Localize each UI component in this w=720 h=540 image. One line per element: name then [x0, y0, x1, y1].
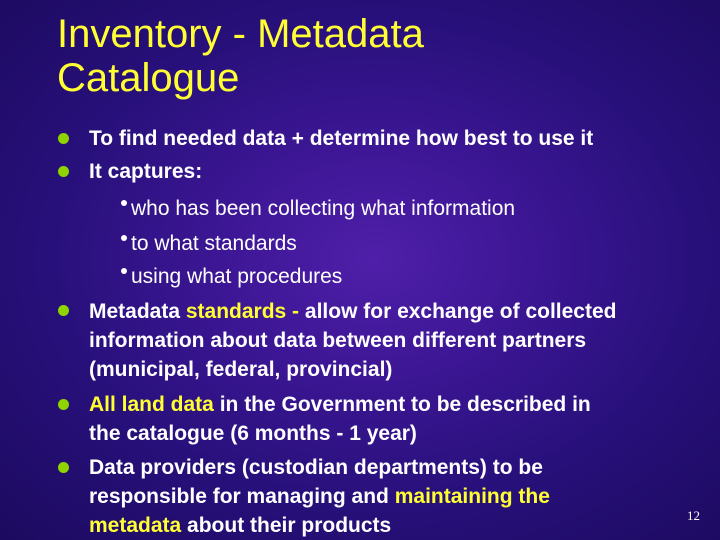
- bullet-text-3-part: Metadata: [89, 300, 186, 323]
- sub-bullet-text-3: using what procedures: [131, 265, 343, 288]
- bullet-text-5-line-3: [89, 511, 391, 540]
- bullet-text-5-line-1: Data providers (custodian departments) to be: [89, 456, 543, 479]
- sub-bullet-text-1: who has been collecting what information: [131, 197, 516, 220]
- bullet-text-4-part: in the Government to be described in: [213, 393, 591, 416]
- bullet-text-4-line-2: the catalogue (6 months - 1 year): [89, 422, 417, 445]
- bullet-text-5-part: about their products: [181, 514, 392, 537]
- page-number: 12: [687, 508, 700, 523]
- bullet-text-5-line-2: [89, 482, 550, 511]
- bullet-dot-icon: [58, 166, 69, 177]
- bullet-text-3-part: allow for exchange of collected: [299, 300, 617, 323]
- bullet-text-1: To find needed data + determine how best to use it: [89, 127, 594, 150]
- slide-title-line-1: Inventory - Metadata: [57, 12, 424, 56]
- bullet-text-2: It captures:: [89, 160, 203, 183]
- slide-title-line-2: Catalogue: [57, 56, 240, 100]
- sub-bullet-dot-icon: [121, 200, 127, 206]
- highlight-text: All land data: [89, 393, 214, 416]
- sub-bullet-text-2: to what standards: [131, 232, 297, 255]
- bullet-dot-icon: [58, 462, 69, 473]
- bullet-dot-icon: [58, 399, 69, 410]
- sub-bullet-dot-icon: [121, 268, 127, 274]
- bullet-dot-icon: [58, 305, 69, 316]
- bullet-text-5-part: responsible for managing and: [89, 485, 395, 508]
- highlight-text: standards -: [185, 300, 300, 323]
- highlight-text: metadata: [89, 514, 182, 537]
- slide-title: [57, 12, 424, 100]
- highlight-text: maintaining the: [394, 485, 550, 508]
- bullet-text-3-line-2: information about data between different partners: [89, 329, 587, 352]
- bullet-dot-icon: [58, 133, 69, 144]
- bullet-text-4-line-1: [89, 390, 591, 419]
- sub-bullet-dot-icon: [121, 235, 127, 241]
- bullet-text-3-line-1: [89, 297, 616, 326]
- bullet-text-3-line-3: (municipal, federal, provincial): [89, 358, 393, 381]
